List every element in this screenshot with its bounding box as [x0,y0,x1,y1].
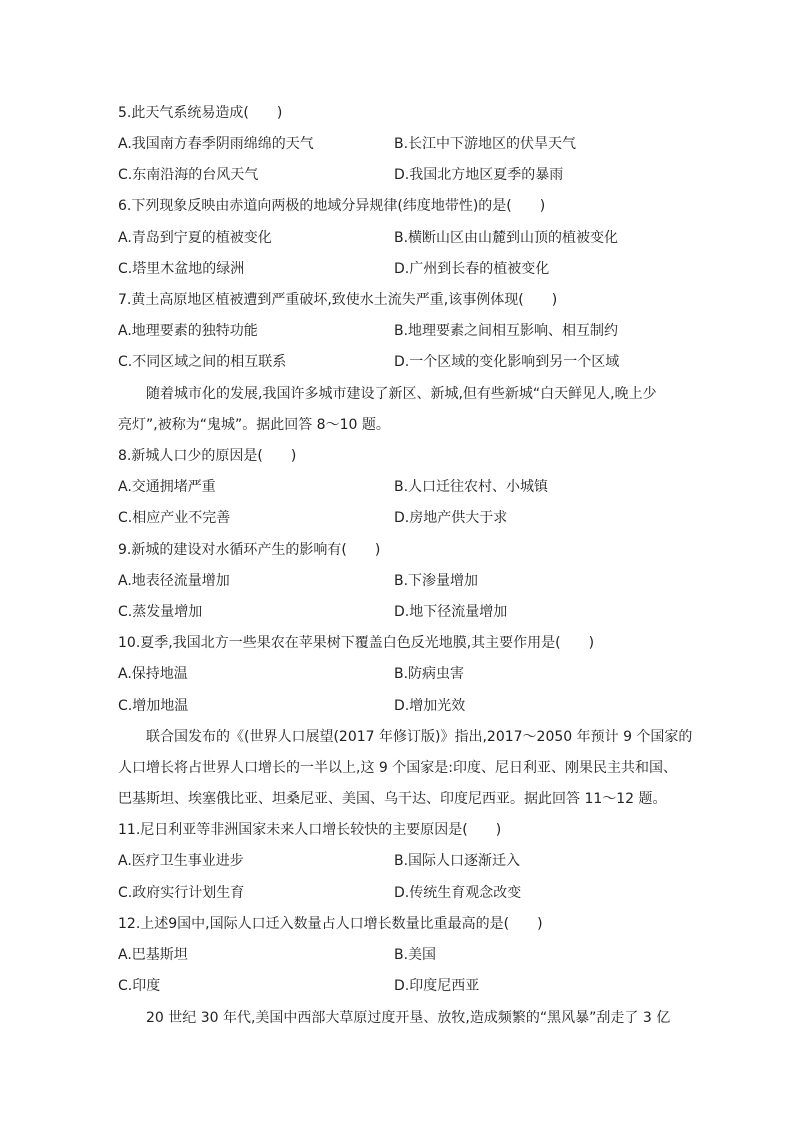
question-9-stem: 9.新城的建设对水循环产生的影响有( ) [118,542,381,558]
question-12-option-b: B.美国 [394,947,437,963]
question-8-option-d: D.房地产供大于求 [394,510,508,526]
question-6-option-a: A.青岛到宁夏的植被变化 [118,230,272,246]
question-5-option-d: D.我国北方地区夏季的暴雨 [394,167,564,183]
question-10-stem: 10.夏季,我国北方一些果农在苹果树下覆盖白色反光地膜,其主要作用是( ) [118,635,595,651]
question-10-option-c: C.增加地温 [118,698,189,714]
question-10-option-b: B.防病虫害 [394,666,465,682]
question-11-stem: 11.尼日利亚等非洲国家未来人口增长较快的主要原因是( ) [118,822,502,838]
question-9-option-c: C.蒸发量增加 [118,604,203,620]
question-10-option-d: D.增加光效 [394,698,466,714]
question-11-option-d: D.传统生育观念改变 [394,885,522,901]
passage-2-line-3: 巴基斯坦、埃塞俄比亚、坦桑尼亚、美国、乌干达、印度尼西亚。据此回答 11～12 题。 [118,791,667,807]
question-8-option-c: C.相应产业不完善 [118,510,231,526]
question-11-option-b: B.国际人口逐渐迁入 [394,853,521,869]
question-7-option-a: A.地理要素的独特功能 [118,323,258,339]
question-12-stem: 12.上述9国中,国际人口迁入数量占人口增长数量比重最高的是( ) [118,916,543,932]
passage-1-line-1: 随着城市化的发展,我国许多城市建设了新区、新城,但有些新城“白天鲜见人,晚上少 [146,386,657,402]
passage-2-line-2: 人口增长将占世界人口增长的一半以上,这 9 个国家是:印度、尼日利亚、刚果民主共和国、 [118,760,677,776]
question-5-option-c: C.东南沿海的台风天气 [118,167,259,183]
question-7-stem: 7.黄土高原地区植被遭到严重破坏,致使水土流失严重,该事例体现( ) [118,292,558,308]
question-9-option-a: A.地表径流量增加 [118,573,230,589]
question-7-option-b: B.地理要素之间相互影响、相互制约 [394,323,619,339]
question-11-option-c: C.政府实行计划生育 [118,885,245,901]
question-11-option-a: A.医疗卫生事业进步 [118,853,244,869]
question-9-option-b: B.下渗量增加 [394,573,479,589]
question-6-option-c: C.塔里木盆地的绿洲 [118,261,245,277]
question-12-option-c: C.印度 [118,978,161,994]
passage-2-line-1: 联合国发布的《(世界人口展望(2017 年修订版)》指出,2017～2050 年预计 9 个国家的 [146,729,693,745]
question-9-option-d: D.地下径流量增加 [394,604,508,620]
question-6-option-b: B.横断山区由山麓到山顶的植被变化 [394,230,619,246]
question-5-option-b: B.长江中下游地区的伏旱天气 [394,136,577,152]
question-5-option-a: A.我国南方春季阴雨绵绵的天气 [118,136,314,152]
passage-1-line-2: 亮灯”,被称为“鬼城”。据此回答 8～10 题。 [118,417,390,433]
question-10-option-a: A.保持地温 [118,666,188,682]
passage-3-line-1: 20 世纪 30 年代,美国中西部大草原过度开垦、放牧,造成频繁的“黑风暴”刮走了 3 亿 [146,1010,671,1026]
question-7-option-c: C.不同区域之间的相互联系 [118,354,287,370]
question-8-option-b: B.人口迁往农村、小城镇 [394,479,549,495]
question-6-option-d: D.广州到长春的植被变化 [394,261,550,277]
question-8-stem: 8.新城人口少的原因是( ) [118,448,297,464]
question-5-stem: 5.此天气系统易造成( ) [118,105,283,121]
question-6-stem: 6.下列现象反映由赤道向两极的地域分异规律(纬度地带性)的是( ) [118,198,546,214]
question-12-option-d: D.印度尼西亚 [394,978,480,994]
question-8-option-a: A.交通拥堵严重 [118,479,216,495]
question-12-option-a: A.巴基斯坦 [118,947,188,963]
question-7-option-d: D.一个区域的变化影响到另一个区域 [394,354,620,370]
